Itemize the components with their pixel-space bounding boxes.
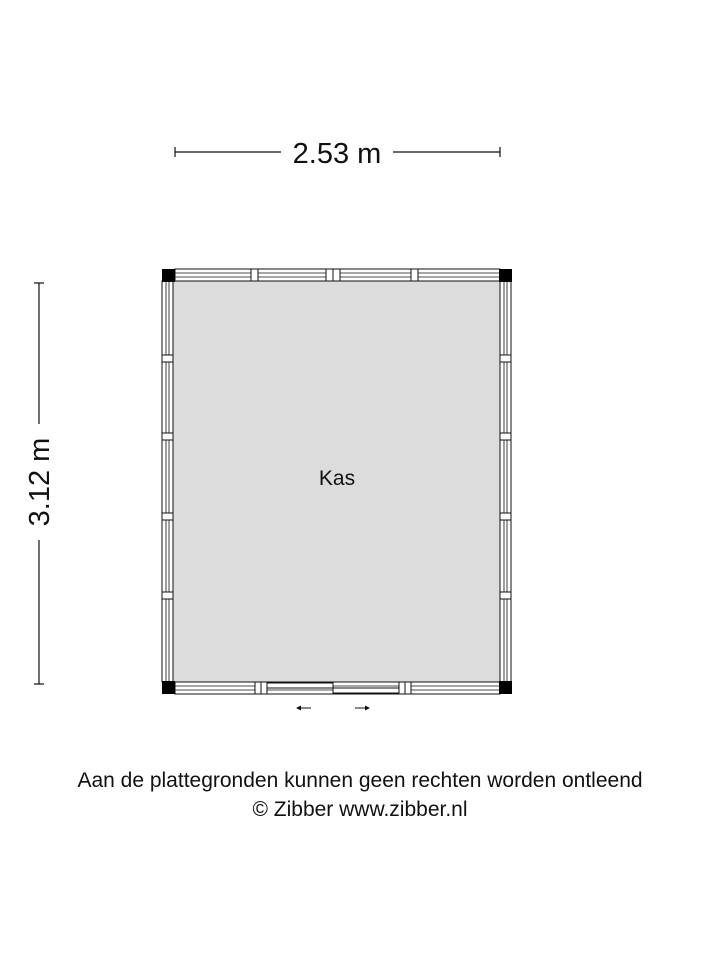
wall-left-mullion (162, 513, 173, 520)
arrow-right-head-icon (365, 706, 370, 711)
wall-top-mullion (411, 269, 418, 281)
wall-left-mullion (162, 355, 173, 362)
sliding-door-panel (267, 683, 333, 688)
arrow-left-head-icon (296, 706, 301, 711)
sliding-door-panel (333, 688, 399, 693)
width-dimension (175, 138, 500, 170)
width-dimension-label: 2.53 m (292, 138, 382, 170)
corner-post-top-right (499, 269, 512, 282)
wall-left-frame (162, 281, 173, 682)
wall-right (500, 281, 511, 682)
corner-post-bottom-right (499, 681, 512, 694)
disclaimer-text: Aan de plattegronden kunnen geen rechten worden ontleend (77, 769, 643, 792)
corner-post-top-left (162, 269, 175, 282)
height-dimension-label: 3.12 m (24, 437, 56, 527)
sliding-door-arrows (296, 706, 370, 711)
height-dimension (24, 283, 56, 684)
wall-left (162, 281, 173, 682)
wall-right-mullion (500, 592, 511, 599)
corner-post-bottom-left (162, 681, 175, 694)
wall-bottom (175, 682, 500, 694)
wall-right-frame (500, 281, 511, 682)
wall-left-mullion (162, 592, 173, 599)
wall-top (175, 269, 500, 281)
copyright-text: © Zibber www.zibber.nl (252, 798, 468, 821)
room-label: Kas (318, 467, 356, 490)
wall-left-mullion (162, 433, 173, 440)
wall-right-mullion (500, 513, 511, 520)
wall-top-mullion (251, 269, 258, 281)
wall-right-mullion (500, 433, 511, 440)
wall-right-mullion (500, 355, 511, 362)
